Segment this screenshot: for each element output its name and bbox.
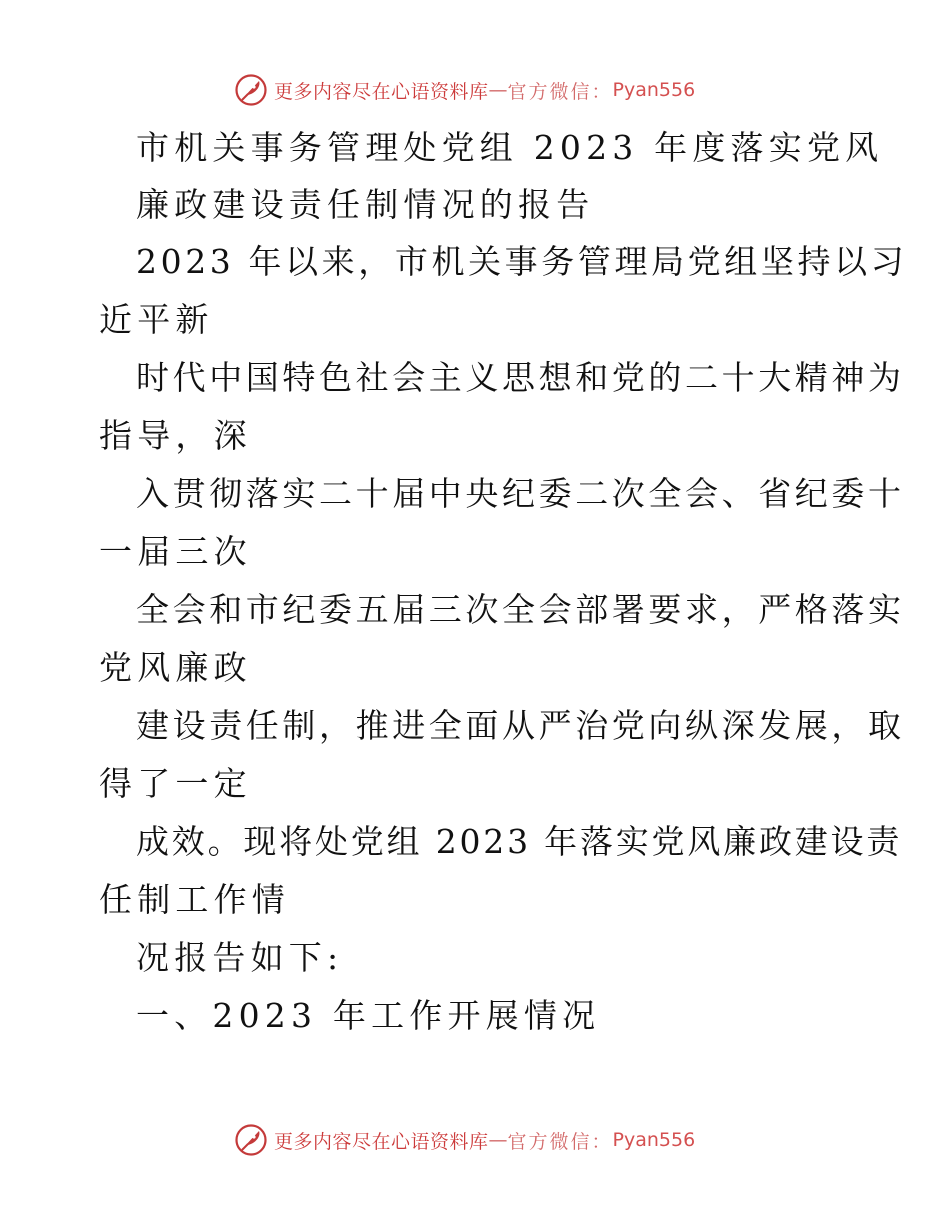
document-title-line-1: 市机关事务管理处党组 2023 年度落实党风 (136, 128, 884, 167)
body-line: 成效。现将处党组 2023 年落实党风廉政建设责 (136, 822, 903, 861)
body-line: 一届三次 (99, 532, 252, 571)
watermark-site-text: 更多内容尽在心语资料库 (274, 80, 489, 103)
body-line: 任制工作情 (99, 880, 290, 919)
body-line: 全会和市纪委五届三次全会部署要求，严格落实 (136, 590, 905, 629)
header-watermark (234, 73, 695, 107)
watermark-wechat-id: Pyan556 (612, 79, 696, 101)
body-line: 入贯彻落实二十届中央纪委二次全会、省纪委十 (136, 474, 905, 513)
body-line: 党风廉政 (99, 648, 252, 687)
body-line: 况报告如下: (136, 938, 344, 977)
body-line: 建设责任制，推进全面从严治党向纵深发展，取 (136, 706, 905, 745)
quill-logo-icon (234, 1123, 268, 1157)
section-heading: 一、2023 年工作开展情况 (136, 996, 601, 1035)
watermark-wechat-label: 官方微信： (507, 80, 613, 103)
body-line: 指导，深 (99, 416, 252, 455)
document-title-line-2: 廉政建设责任制情况的报告 (136, 185, 595, 224)
watermark-separator: — (488, 79, 508, 101)
body-line: 2023 年以来，市机关事务管理局党组坚持以习 (136, 242, 908, 281)
body-line: 时代中国特色社会主义思想和党的二十大精神为 (136, 358, 905, 397)
body-line: 近平新 (99, 300, 214, 339)
watermark-wechat-id: Pyan556 (612, 1129, 696, 1151)
watermark-site-text: 更多内容尽在心语资料库 (274, 1130, 489, 1153)
body-line: 得了一定 (99, 764, 252, 803)
watermark-separator: — (488, 1129, 508, 1151)
quill-logo-icon (234, 73, 268, 107)
footer-watermark (234, 1123, 695, 1157)
watermark-wechat-label: 官方微信： (507, 1130, 613, 1153)
